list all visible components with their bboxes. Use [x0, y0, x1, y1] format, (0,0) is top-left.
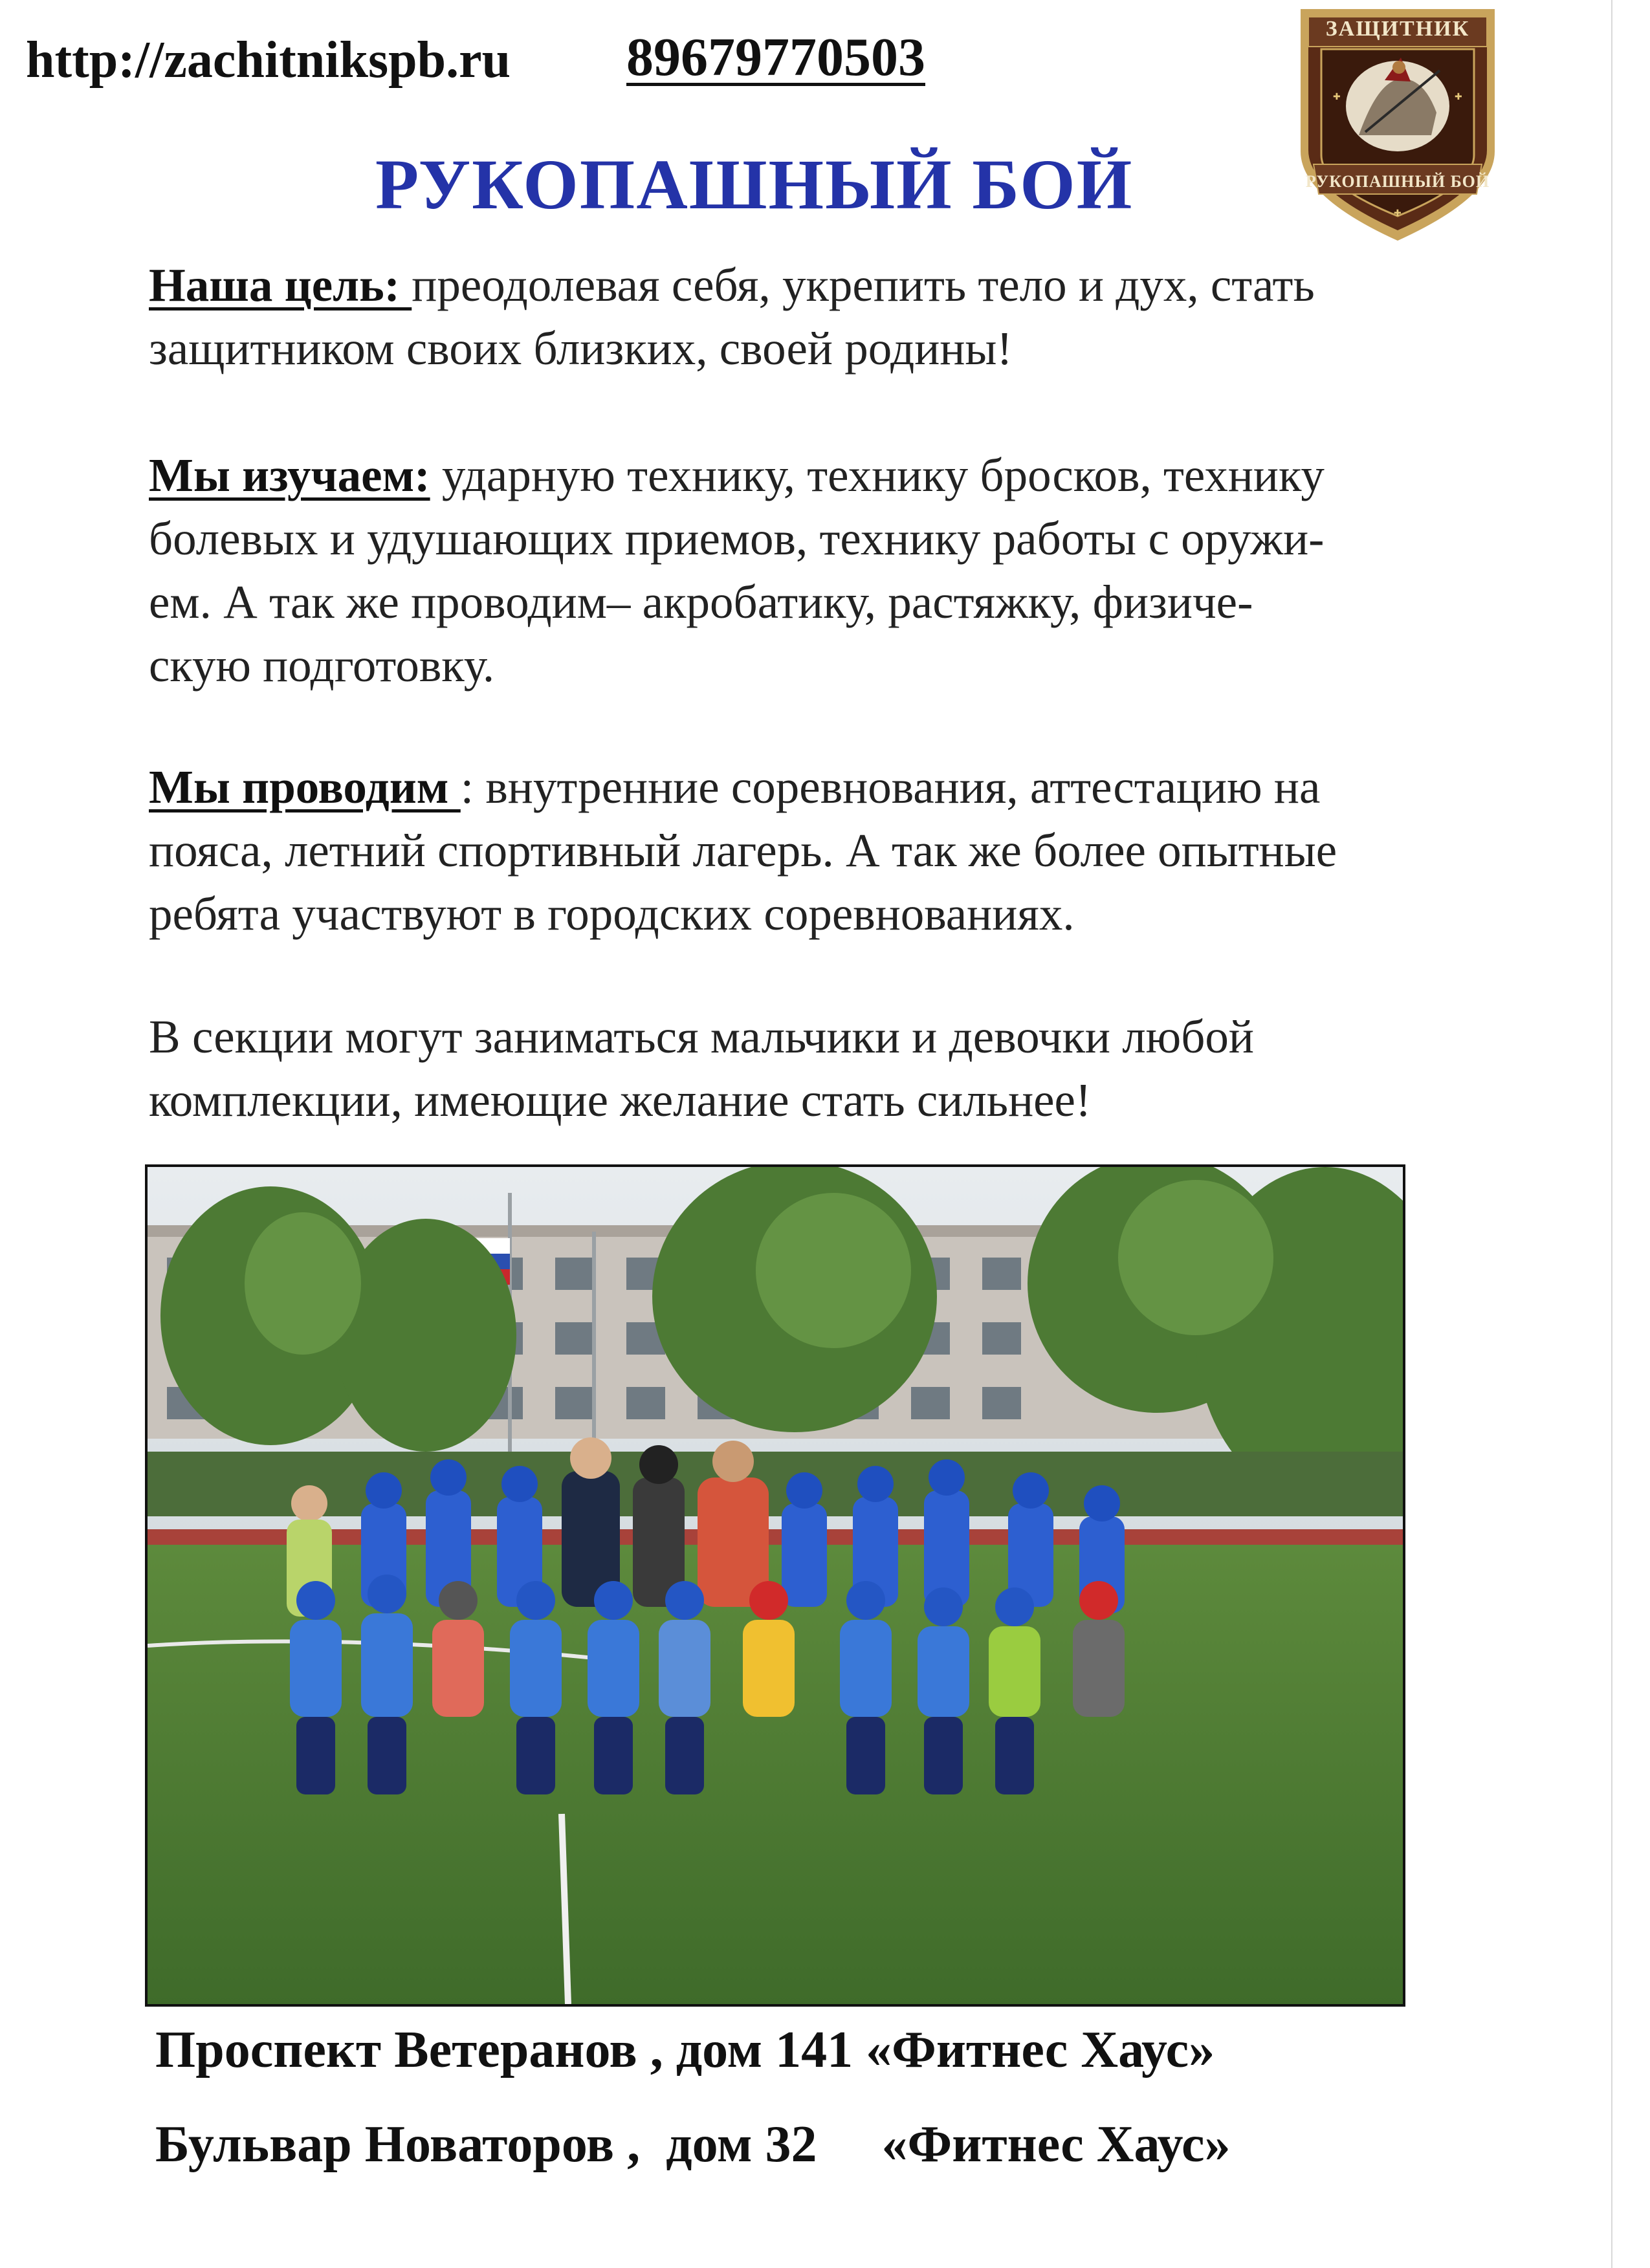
study-paragraph	[149, 444, 1546, 697]
svg-text:✚: ✚	[1394, 209, 1402, 219]
scan-edge	[1611, 0, 1612, 2268]
hold-paragraph	[149, 756, 1546, 946]
goal-paragraph	[149, 254, 1546, 380]
goal-line-2: защитником своих близких, своей родины!	[149, 322, 1013, 375]
group-photo	[145, 1164, 1405, 2007]
phone-number[interactable]: 89679770503	[626, 27, 925, 87]
address-line-1: Проспект Ветеранов , дом 141 «Фитнес Хаус»	[155, 2022, 1215, 2078]
info-line-2: комплекции, имеющие желание стать сильнее!	[149, 1074, 1092, 1126]
hold-line-1	[149, 756, 1546, 819]
hold-text-1: : внутренние соревнования, аттестацию на	[460, 761, 1321, 813]
study-line-3: ем. А так же проводим– акробатику, растяжку, физиче-	[149, 576, 1253, 628]
info-line-1: В секции могут заниматься мальчики и девочки любой	[149, 1010, 1254, 1063]
club-logo	[1288, 3, 1508, 245]
hold-line-3: ребята участвуют в городских соревнованиях.	[149, 888, 1075, 940]
hold-line-2: пояса, летний спортивный лагерь. А так же более опытные	[149, 824, 1337, 877]
goal-text-1: преодолевая себя, укрепить тело и дух, стать	[412, 259, 1315, 311]
study-line-4: скую подготовку.	[149, 639, 495, 692]
address-line-2: Бульвар Новаторов , дом 32 «Фитнес Хаус»	[155, 2116, 1231, 2173]
logo-top-text: ЗАЩИТНИК	[1325, 17, 1470, 41]
hold-lead: Мы проводим	[149, 761, 461, 813]
svg-text:✚: ✚	[1333, 93, 1341, 102]
info-paragraph	[149, 1005, 1546, 1132]
logo-bottom-text: РУКОПАШНЫЙ БОЙ	[1305, 172, 1490, 191]
group-photo-illustration	[148, 1167, 1403, 2004]
study-line-2: болевых и удушающих приемов, технику работы с оружи-	[149, 512, 1325, 565]
study-text-1: ударную технику, технику бросков, технику	[430, 449, 1325, 501]
study-lead: Мы изучаем:	[149, 449, 430, 501]
goal-lead: Наша цель:	[149, 259, 412, 311]
page-title: РУКОПАШНЫЙ БОЙ	[375, 145, 1134, 224]
website-url[interactable]: http://zachitnikspb.ru	[26, 32, 511, 89]
goal-line-1	[149, 254, 1546, 317]
svg-text:✚: ✚	[1455, 93, 1462, 102]
study-line-1	[149, 444, 1546, 507]
